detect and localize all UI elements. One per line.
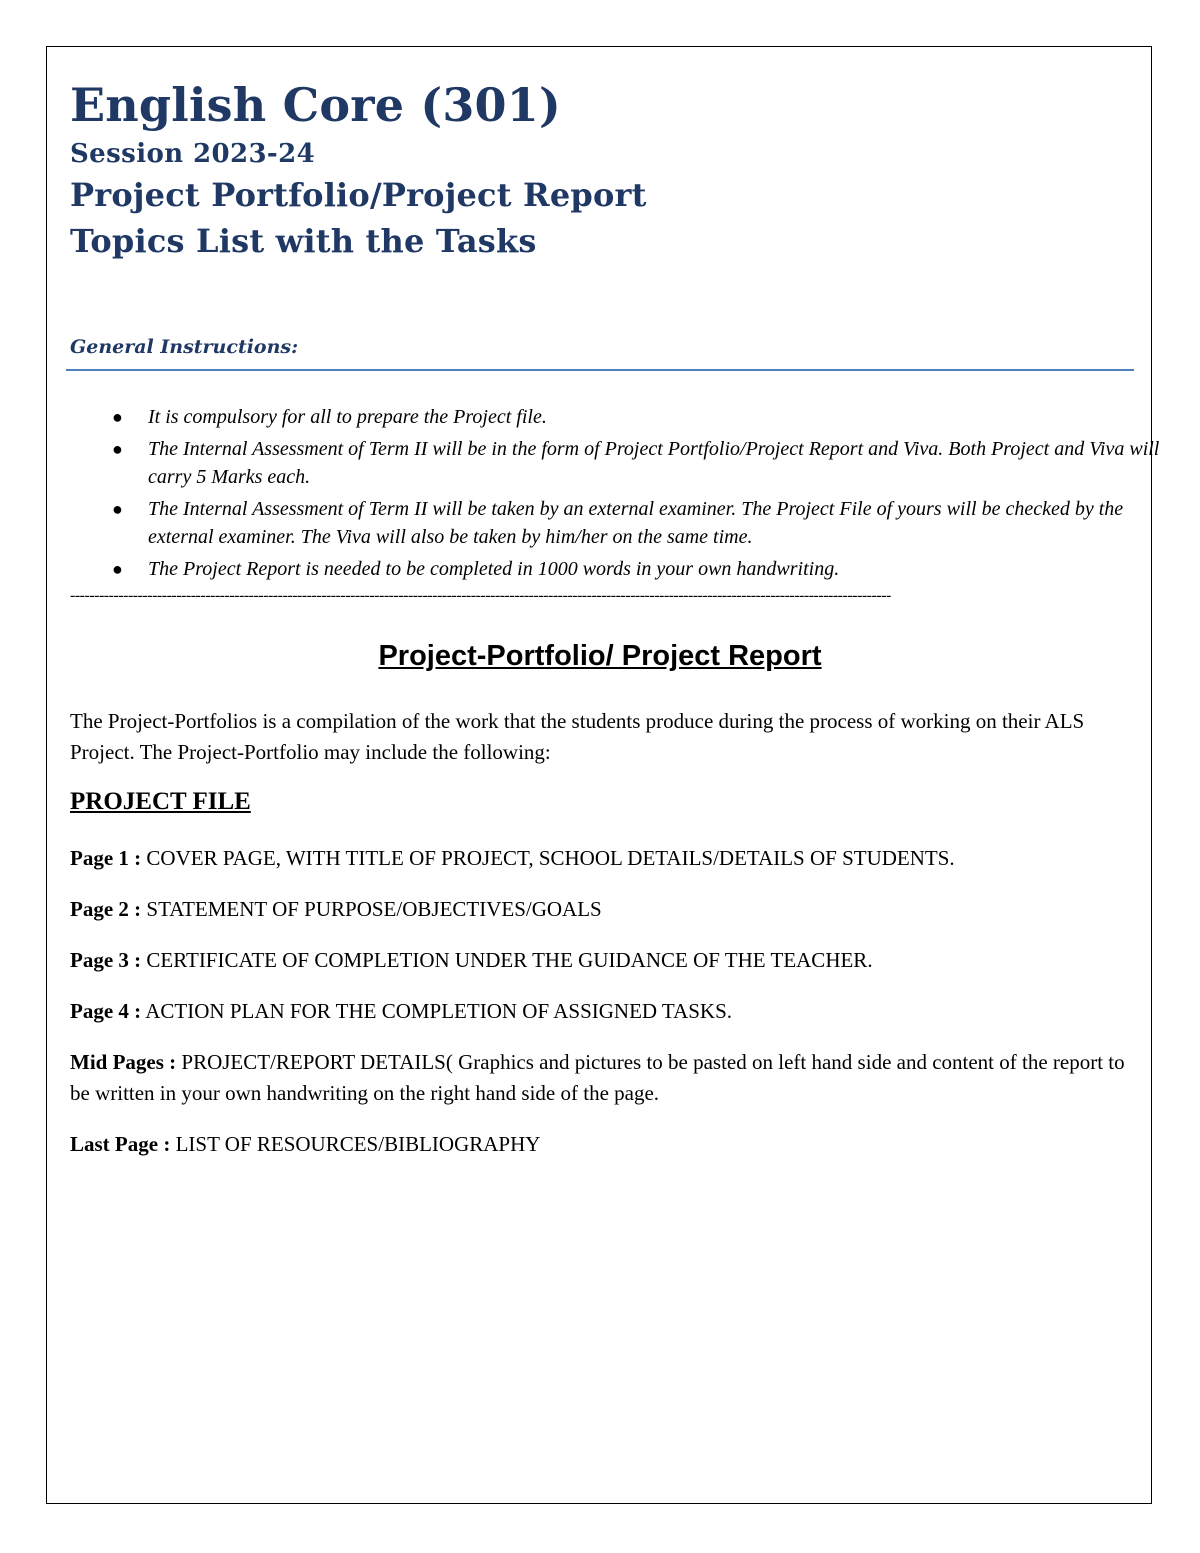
page-description: LIST OF RESOURCES/BIBLIOGRAPHY — [170, 1132, 541, 1156]
instructions-list — [110, 403, 1178, 587]
page-description: STATEMENT OF PURPOSE/OBJECTIVES/GOALS — [141, 897, 602, 921]
page-item-3 — [70, 945, 1130, 976]
instruction-text: The Project Report is needed to be completed in 1000 words in your own handwriting. — [148, 558, 840, 580]
document-title: English Core (301) — [70, 78, 561, 132]
page-description: CERTIFICATE OF COMPLETION UNDER THE GUIDANCE OF THE TEACHER. — [141, 948, 873, 972]
page-border — [46, 46, 1152, 1504]
page-label: Last Page : — [70, 1132, 171, 1156]
list-item — [112, 435, 1178, 491]
portfolio-heading: Project-Portfolio/ Project Report — [378, 640, 822, 672]
bullet-icon: ● — [112, 499, 123, 519]
page-label: Page 2 : — [70, 897, 142, 921]
session-label: Session 2023-24 — [70, 139, 316, 169]
page-label: Mid Pages : — [70, 1050, 177, 1074]
page-item-1 — [70, 843, 1130, 874]
list-item — [112, 555, 1178, 583]
instruction-text: It is compulsory for all to prepare the Project file. — [148, 406, 547, 428]
bullet-icon: ● — [112, 439, 123, 459]
page-label: Page 1 : — [70, 846, 142, 870]
subtitle-line-2: Topics List with the Tasks — [70, 222, 537, 260]
page-label: Page 4 : — [70, 999, 142, 1023]
page-description: PROJECT/REPORT DETAILS( Graphics and pictures to be pasted on left hand side and content of the report to be written in your own handwriting on the right hand side of the page. — [70, 1050, 1125, 1105]
page-label: Page 3 : — [70, 948, 142, 972]
list-item — [112, 403, 1178, 431]
project-file-heading: PROJECT FILE — [70, 788, 251, 815]
document-header — [70, 74, 1150, 264]
subtitle-line-1: Project Portfolio/Project Report — [70, 176, 647, 214]
instruction-text: The Internal Assessment of Term II will be taken by an external examiner. The Project File of yours will be checked by the external examiner. The Viva will also be taken by him/her on the same time. — [148, 498, 1124, 548]
dashed-separator: -------------------------------------------------------------------------------------------------------------------------------------------------------------------------- — [70, 587, 891, 604]
page-item-mid — [70, 1047, 1130, 1109]
instruction-text: The Internal Assessment of Term II will be in the form of Project Portfolio/Project Report and Viva. Both Project and Viva will carry 5 Marks each. — [148, 438, 1160, 488]
page-description: COVER PAGE, WITH TITLE OF PROJECT, SCHOOL DETAILS/DETAILS OF STUDENTS. — [141, 846, 955, 870]
portfolio-intro: The Project-Portfolios is a compilation of the work that the students produce during the process of working on their ALS Project. The Project-Portfolio may include the following: — [70, 709, 1085, 764]
page-item-2 — [70, 894, 1130, 925]
page-item-4 — [70, 996, 1130, 1027]
general-instructions-heading: General Instructions: — [70, 336, 299, 358]
bullet-icon: ● — [112, 407, 123, 427]
bullet-icon: ● — [112, 559, 123, 579]
list-item — [112, 495, 1178, 551]
page-description: ACTION PLAN FOR THE COMPLETION OF ASSIGNED TASKS. — [141, 999, 733, 1023]
heading-divider — [66, 369, 1134, 371]
page-item-last — [70, 1129, 1130, 1160]
